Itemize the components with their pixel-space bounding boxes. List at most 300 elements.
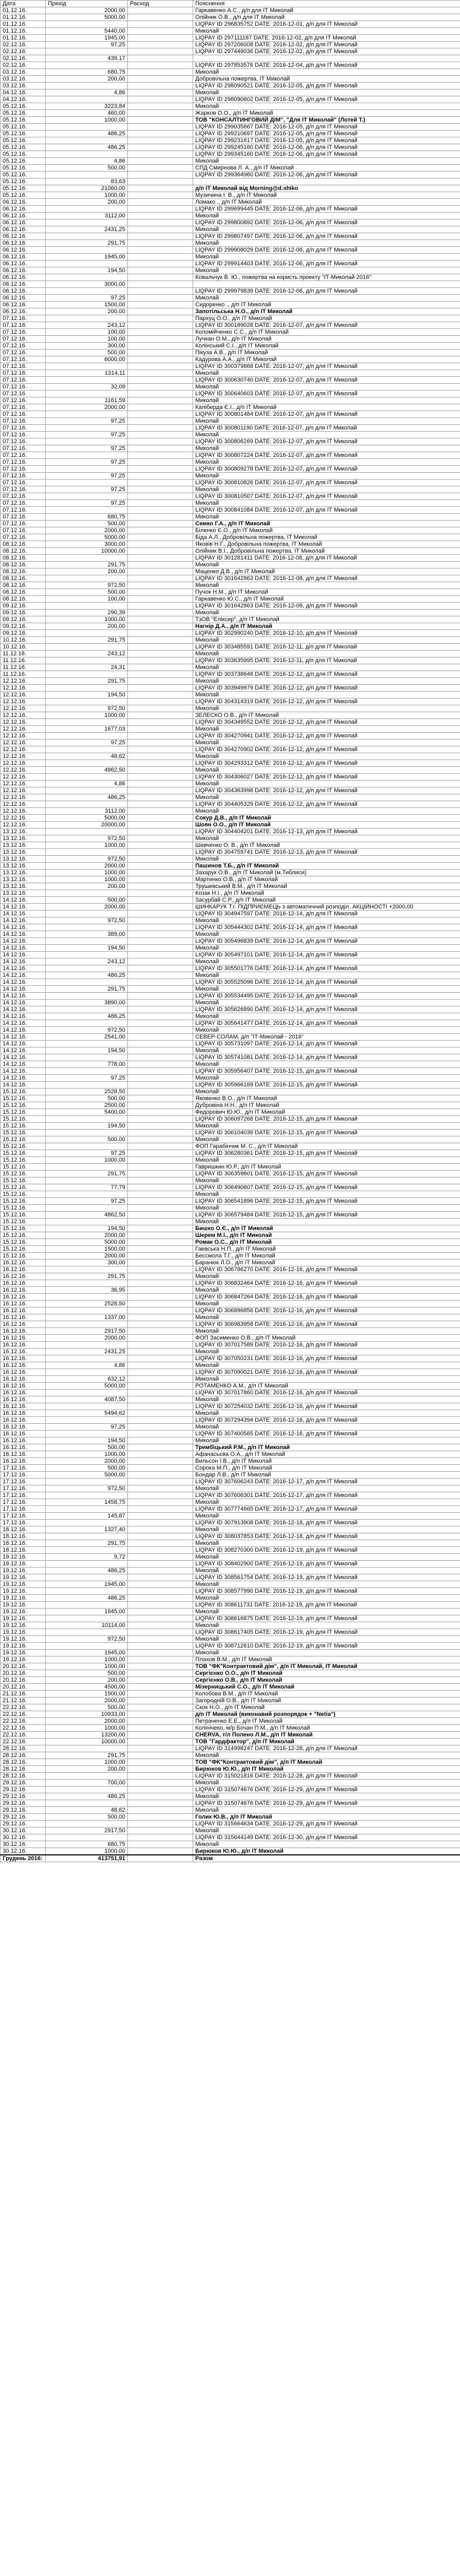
row-description: Бишко О.Є., д/п ІТ Миколай — [193, 1225, 460, 1232]
row-income — [46, 1492, 128, 1499]
row-description: LIQPAY ID 300630740 DATE: 2016-12-07, д/п для ІТ Миколай — [193, 377, 460, 384]
row-expense — [128, 1376, 193, 1383]
table-row — [1, 1116, 460, 1123]
row-expense — [128, 1684, 193, 1691]
table-row — [1, 1109, 460, 1116]
row-date: 07.12.16. — [1, 343, 46, 350]
row-income: 97,25 — [46, 1198, 128, 1205]
row-date: 07.12.16. — [1, 329, 46, 336]
row-description: LIQPAY ID 304404201 DATE: 2016-12-13, д/п для ІТ Миколай — [193, 828, 460, 835]
row-date: 16.12.16. — [1, 1410, 46, 1417]
table-row — [1, 1396, 460, 1403]
table-row — [1, 1718, 460, 1725]
row-expense — [128, 35, 193, 42]
row-description: LIQPAY ID 315644149 DATE: 2016-12-30, д/п для ІТ Миколай — [193, 1834, 460, 1841]
row-date: 16.12.16. — [1, 1287, 46, 1294]
table-row — [1, 644, 460, 651]
row-expense — [128, 651, 193, 657]
table-row — [1, 698, 460, 705]
row-income — [46, 1431, 128, 1437]
row-income — [46, 1800, 128, 1807]
row-expense — [128, 1000, 193, 1006]
row-description: Семко Г.А., д/п ІТ Миколай — [193, 521, 460, 527]
row-date: 07.12.16. — [1, 391, 46, 397]
row-expense — [128, 1793, 193, 1800]
table-row — [1, 1431, 460, 1437]
table-row — [1, 1670, 460, 1677]
table-row — [1, 1198, 460, 1205]
row-income — [46, 733, 128, 740]
row-date: 15.12.16. — [1, 1164, 46, 1171]
row-description: Лучкан О.М., д/п ІТ Миколай — [193, 336, 460, 343]
row-date: 16.12.16. — [1, 1417, 46, 1424]
row-date: 09.12.16. — [1, 610, 46, 616]
row-description: Нагнір Д.А., д/п ІТ Миколай — [193, 623, 460, 630]
row-date: 07.12.16. — [1, 315, 46, 322]
table-row — [1, 1041, 460, 1047]
row-income: 24,31 — [46, 664, 128, 671]
row-date: 19.12.16. — [1, 1636, 46, 1643]
row-expense — [128, 904, 193, 911]
row-income — [46, 480, 128, 486]
row-date: 06.12.16. — [1, 308, 46, 315]
row-date: 17.12.16. — [1, 1479, 46, 1485]
row-income: 243,12 — [46, 958, 128, 965]
row-expense — [128, 124, 193, 131]
table-row — [1, 1444, 460, 1451]
row-description: LIQPAY ID 299914403 DATE: 2016-12-06, д/п для ІТ Миколай — [193, 261, 460, 267]
row-date: 07.12.16. — [1, 507, 46, 514]
row-expense — [128, 151, 193, 158]
row-income: 1000,00 — [46, 842, 128, 849]
table-row — [1, 1362, 460, 1369]
row-income — [46, 698, 128, 705]
row-date: 05.12.16. — [1, 178, 46, 185]
row-income: 200,00 — [46, 308, 128, 315]
table-row — [1, 199, 460, 206]
row-expense — [128, 1287, 193, 1294]
row-description — [193, 281, 460, 288]
row-expense — [128, 452, 193, 459]
row-expense — [128, 295, 193, 302]
row-description: LIQPAY ID 301642863 DATE: 2016-12-08, д/п для ІТ Миколай — [193, 575, 460, 582]
row-description: LIQPAY ID 305731097 DATE: 2016-12-14, д/п для ІТ Миколай — [193, 1041, 460, 1047]
row-expense — [128, 828, 193, 835]
row-expense — [128, 917, 193, 924]
table-row — [1, 1588, 460, 1595]
row-description: Миколай — [193, 267, 460, 274]
row-date: 06.12.16. — [1, 206, 46, 213]
row-date: 16.12.16. — [1, 1431, 46, 1437]
row-description: Миколай — [193, 1061, 460, 1068]
table-row — [1, 1260, 460, 1266]
table-row — [1, 185, 460, 192]
row-date: 20.12.16. — [1, 1684, 46, 1691]
row-date: 22.12.16. — [1, 1725, 46, 1732]
row-description: Ромак О.С., д/п ІТ Миколай — [193, 1239, 460, 1246]
row-income — [46, 801, 128, 808]
row-date: 12.12.16. — [1, 822, 46, 828]
table-row — [1, 1773, 460, 1780]
row-description: Миколай — [193, 1807, 460, 1814]
row-income — [46, 746, 128, 753]
row-expense — [128, 445, 193, 452]
table-row — [1, 1704, 460, 1711]
table-row — [1, 124, 460, 131]
row-description: Петраченко Е.Е., д/п ІТ Миколай — [193, 1718, 460, 1725]
row-description: ФОП Засименко О.В., д/п ІТ Миколай — [193, 1335, 460, 1342]
row-description: Миколай — [193, 1622, 460, 1629]
row-date: 12.12.16. — [1, 733, 46, 740]
row-income — [46, 575, 128, 582]
row-date: 11.12.16. — [1, 657, 46, 664]
row-description: Миколай — [193, 1424, 460, 1431]
row-expense — [128, 876, 193, 883]
table-row — [1, 1349, 460, 1355]
row-expense — [128, 425, 193, 432]
table-row — [1, 1212, 460, 1219]
row-income: 2528,50 — [46, 1089, 128, 1095]
table-row — [1, 1814, 460, 1821]
row-date: 14.12.16. — [1, 993, 46, 1000]
row-income: 500,00 — [46, 1444, 128, 1451]
row-expense — [128, 1663, 193, 1670]
row-description: Миколай — [193, 226, 460, 233]
row-date: 07.12.16. — [1, 336, 46, 343]
row-date: 17.12.16. — [1, 1465, 46, 1472]
row-date: 16.12.16. — [1, 1349, 46, 1355]
row-income: 100,00 — [46, 596, 128, 603]
row-description: LIQPAY ID 306490607 DATE: 2016-12-15, д/п для ІТ Миколай — [193, 1184, 460, 1191]
table-row — [1, 459, 460, 466]
row-description: РОТАМЕНКО А.М., д/п ІТ Миколай — [193, 1383, 460, 1390]
row-date: 16.12.16. — [1, 1362, 46, 1369]
row-date: 06.12.16. — [1, 274, 46, 281]
row-description: Колобова В.М., д/п ІТ Миколай — [193, 1691, 460, 1698]
row-description: LIQPAY ID 299035667 DATE: 2016-12-05, д/п для ІТ Миколай — [193, 124, 460, 131]
row-date: 22.12.16. — [1, 1739, 46, 1745]
row-expense — [128, 931, 193, 938]
row-income — [46, 603, 128, 610]
row-description: Миколай — [193, 1780, 460, 1786]
row-expense — [128, 1130, 193, 1136]
row-date: 13.12.16. — [1, 842, 46, 849]
table-row — [1, 21, 460, 28]
table-row — [1, 1465, 460, 1472]
row-date: 07.12.16. — [1, 527, 46, 534]
row-expense — [128, 1212, 193, 1219]
row-expense — [128, 137, 193, 144]
row-description: Миколай — [193, 610, 460, 616]
row-description: Миколай — [193, 1136, 460, 1143]
row-income — [46, 952, 128, 958]
row-date: 18.12.16. — [1, 1533, 46, 1540]
row-date: 22.12.16. — [1, 1732, 46, 1739]
row-description: LIQPAY ID 305444302 DATE: 2016-12-14, д/п для ІТ Миколай — [193, 924, 460, 931]
row-description: Миколай — [193, 418, 460, 425]
row-income — [46, 644, 128, 651]
row-expense — [128, 1670, 193, 1677]
row-date: 14.12.16. — [1, 924, 46, 931]
row-income: 97,25 — [46, 1150, 128, 1157]
row-income: 97,25 — [46, 432, 128, 438]
row-income: 5000,00 — [46, 1472, 128, 1479]
row-date: 16.12.16. — [1, 1403, 46, 1410]
row-income: 2000,00 — [46, 904, 128, 911]
row-expense — [128, 1465, 193, 1472]
table-row — [1, 1102, 460, 1109]
row-date: 13.12.16. — [1, 876, 46, 883]
total-income: 413751,91 — [46, 1855, 128, 1862]
table-row — [1, 1629, 460, 1636]
row-income — [46, 1177, 128, 1184]
table-row — [1, 924, 460, 931]
table-row — [1, 678, 460, 685]
row-expense — [128, 610, 193, 616]
table-row — [1, 787, 460, 794]
row-description: Миколай — [193, 1595, 460, 1602]
row-date: 29.12.16. — [1, 1814, 46, 1821]
table-row — [1, 83, 460, 89]
row-expense — [128, 404, 193, 411]
table-row — [1, 1171, 460, 1177]
table-row — [1, 610, 460, 616]
row-income — [46, 1342, 128, 1349]
row-income — [46, 1369, 128, 1376]
row-income — [46, 1786, 128, 1793]
row-date: 09.12.16. — [1, 616, 46, 623]
row-description: LIQPAY ID 303485591 DATE: 2016-12-11, д/п для ІТ Миколай — [193, 644, 460, 651]
table-row — [1, 1061, 460, 1068]
table-row — [1, 774, 460, 781]
row-description: Миколай — [193, 678, 460, 685]
row-expense — [128, 890, 193, 897]
row-description: Миколай — [193, 740, 460, 746]
row-date: 15.12.16. — [1, 1136, 46, 1143]
table-row — [1, 1499, 460, 1506]
table-row — [1, 432, 460, 438]
row-date: 08.12.16. — [1, 555, 46, 562]
row-date: 29.12.16. — [1, 1780, 46, 1786]
row-date: 14.12.16. — [1, 931, 46, 938]
row-date: 13.12.16. — [1, 849, 46, 856]
row-income — [46, 1643, 128, 1650]
row-income: 291,75 — [46, 1171, 128, 1177]
row-description: Миколай — [193, 931, 460, 938]
row-description: Сергієнко О.В., д/п ІТ Миколай — [193, 1677, 460, 1684]
row-income: 291,75 — [46, 562, 128, 568]
row-date: 16.12.16. — [1, 1273, 46, 1280]
row-description: Миколай — [193, 1123, 460, 1130]
row-expense — [128, 1157, 193, 1164]
table-row — [1, 1643, 460, 1650]
row-expense — [128, 1431, 193, 1437]
table-row — [1, 1321, 460, 1328]
table-row — [1, 192, 460, 199]
row-description: Миколай — [193, 1410, 460, 1417]
table-row — [1, 178, 460, 185]
table-row — [1, 1780, 460, 1786]
table-row — [1, 1184, 460, 1191]
total-expense — [128, 1855, 193, 1862]
row-description: ЗЕЛЕСКО О.В., д/п ІТ Миколай — [193, 712, 460, 719]
row-description: Миколай — [193, 958, 460, 965]
row-expense — [128, 350, 193, 356]
row-expense — [128, 616, 193, 623]
table-row — [1, 493, 460, 500]
row-description: LIQPAY ID 307050231 DATE: 2016-12-16, д/п для ІТ Миколай — [193, 1355, 460, 1362]
row-description: Миколай — [193, 637, 460, 644]
row-income — [46, 83, 128, 89]
row-date: 12.12.16. — [1, 678, 46, 685]
row-description: Миколай — [193, 1328, 460, 1335]
table-row — [1, 1239, 460, 1246]
table-row — [1, 411, 460, 418]
table-row — [1, 89, 460, 96]
table-row — [1, 1013, 460, 1020]
row-expense — [128, 1636, 193, 1643]
row-income: 972,50 — [46, 1027, 128, 1034]
row-date: 15.12.16. — [1, 1239, 46, 1246]
row-description: ТОВ "ФК"Контрактовий дім", д/п ІТ Миколай, ІТ Миколай — [193, 1663, 460, 1670]
row-date: 03.12.16. — [1, 69, 46, 76]
table-row — [1, 596, 460, 603]
row-date: 16.12.16. — [1, 1458, 46, 1465]
row-date: 14.12.16. — [1, 1013, 46, 1020]
row-expense — [128, 1677, 193, 1684]
row-expense — [128, 158, 193, 165]
row-description: Баранюк Л.О., д/п ІТ Миколай — [193, 1260, 460, 1266]
table-row — [1, 568, 460, 575]
total-note: Разом — [193, 1855, 460, 1862]
row-income: 291,75 — [46, 1273, 128, 1280]
table-row — [1, 370, 460, 377]
row-description: LIQPAY ID 299800892 DATE: 2016-12-06, д/п для ІТ Миколай — [193, 219, 460, 226]
row-description: LIQPAY ID 305496839 DATE: 2016-12-14, д/п для ІТ Миколай — [193, 938, 460, 945]
row-income — [46, 219, 128, 226]
row-income: 1327,40 — [46, 1526, 128, 1533]
row-expense — [128, 7, 193, 14]
row-income: 1500,00 — [46, 1691, 128, 1698]
row-description: Гаркавенко Ю.С., д/п ІТ Миколай — [193, 596, 460, 603]
row-income: 194,50 — [46, 1437, 128, 1444]
table-row — [1, 315, 460, 322]
row-date: 20.12.16. — [1, 1677, 46, 1684]
table-row — [1, 1130, 460, 1136]
row-date: 17.12.16. — [1, 1506, 46, 1513]
table-row — [1, 1047, 460, 1054]
row-description: LIQPAY ID 304270902 DATE: 2016-12-12, д/п для ІТ Миколай — [193, 746, 460, 753]
row-date: 28.12.16. — [1, 1759, 46, 1766]
row-date: 15.12.16. — [1, 1191, 46, 1198]
row-expense — [128, 83, 193, 89]
table-row — [1, 151, 460, 158]
row-description: Миколай — [193, 500, 460, 507]
row-expense — [128, 1629, 193, 1636]
row-date: 07.12.16. — [1, 521, 46, 527]
row-description — [193, 55, 460, 62]
row-expense — [128, 1800, 193, 1807]
table-row — [1, 1280, 460, 1287]
row-description: ТОВ "ФК"Контрактовий дім", д/п ІТ Миколай — [193, 1759, 460, 1766]
row-expense — [128, 48, 193, 55]
row-income: 194,50 — [46, 1123, 128, 1130]
table-row — [1, 1424, 460, 1431]
row-income: 2000,00 — [46, 1335, 128, 1342]
row-income: 500,00 — [46, 1465, 128, 1472]
row-expense — [128, 1171, 193, 1177]
table-row — [1, 685, 460, 692]
table-row — [1, 329, 460, 336]
row-income: 10933,00 — [46, 1711, 128, 1718]
row-date: 09.12.16. — [1, 630, 46, 637]
table-row — [1, 1191, 460, 1198]
row-income: 1500,00 — [46, 302, 128, 308]
row-income: 500,00 — [46, 350, 128, 356]
row-description: Добровільна пожертва, ІТ Миколай — [193, 76, 460, 83]
row-date: 14.12.16. — [1, 1082, 46, 1089]
row-expense — [128, 363, 193, 370]
row-income — [46, 787, 128, 794]
table-row — [1, 534, 460, 541]
row-expense — [128, 1739, 193, 1745]
row-expense — [128, 678, 193, 685]
table-row — [1, 452, 460, 459]
row-date: 14.12.16. — [1, 1075, 46, 1082]
row-expense — [128, 21, 193, 28]
row-expense — [128, 1362, 193, 1369]
table-row — [1, 904, 460, 911]
row-expense — [128, 110, 193, 117]
row-expense — [128, 623, 193, 630]
row-income — [46, 911, 128, 917]
row-description: Пархуц О.О., д/п ІТ Миколай — [193, 315, 460, 322]
row-expense — [128, 582, 193, 589]
table-row — [1, 897, 460, 904]
row-income: 6000,00 — [46, 356, 128, 363]
row-date: 19.12.16. — [1, 1574, 46, 1581]
row-description: Миколай — [193, 1205, 460, 1212]
row-income: 291,75 — [46, 637, 128, 644]
row-description: Миколай — [193, 1219, 460, 1225]
row-income — [46, 261, 128, 267]
row-expense — [128, 192, 193, 199]
row-expense — [128, 1184, 193, 1191]
row-income: 1000,00 — [46, 876, 128, 883]
table-row — [1, 952, 460, 958]
table-row — [1, 1294, 460, 1301]
table-row — [1, 671, 460, 678]
row-expense — [128, 1786, 193, 1793]
row-date: 07.12.16. — [1, 350, 46, 356]
row-description: Афанасьєва О.А., д/п ІТ Миколай — [193, 1451, 460, 1458]
row-income: 1000,00 — [46, 1663, 128, 1670]
row-description: Шерем М.І., д/п ІТ Миколай — [193, 1232, 460, 1239]
row-date: 14.12.16. — [1, 1068, 46, 1075]
row-description: Бирюков Ю.Ю., д/п ІТ Миколай — [193, 1766, 460, 1773]
table-row — [1, 1602, 460, 1609]
row-expense — [128, 1547, 193, 1554]
row-description: LIQPAY ID 304349552 DATE: 2016-12-12, д/п для ІТ Миколай — [193, 719, 460, 726]
row-description: Колінський С.І., д/п ІТ Миколай — [193, 343, 460, 350]
row-income: 3890,00 — [46, 1000, 128, 1006]
row-income: 194,50 — [46, 692, 128, 698]
table-row — [1, 1698, 460, 1704]
row-date: 07.12.16. — [1, 377, 46, 384]
row-expense — [128, 42, 193, 48]
table-row — [1, 172, 460, 178]
row-expense — [128, 1198, 193, 1205]
